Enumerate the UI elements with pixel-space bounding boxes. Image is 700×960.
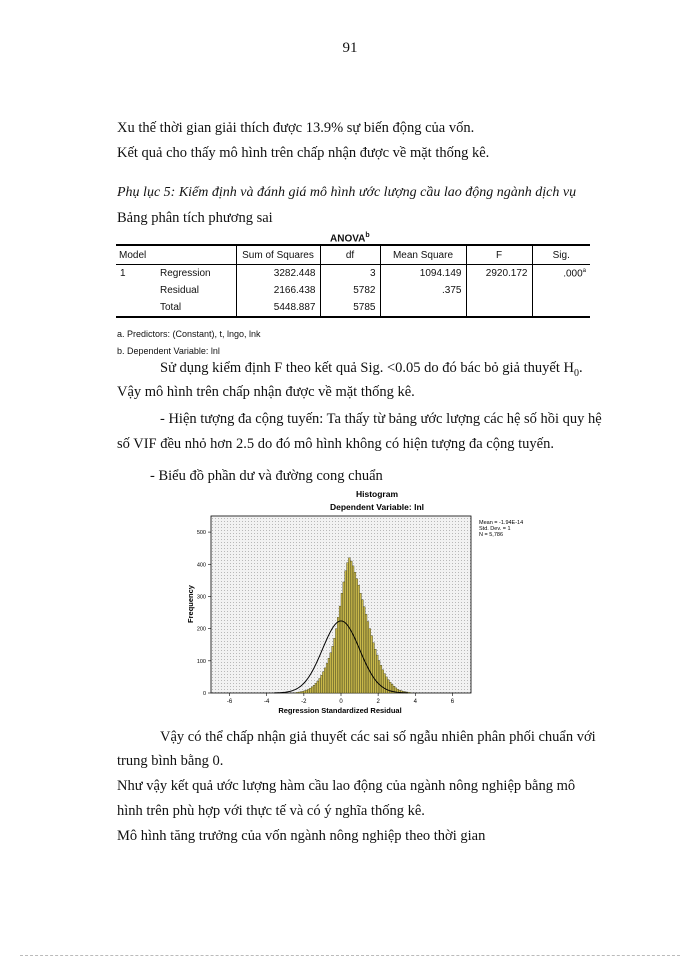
x-tick-label: -6 bbox=[226, 699, 233, 705]
cell: 5785 bbox=[320, 299, 380, 317]
cell: Regression bbox=[160, 268, 211, 279]
legend-sd: Std. Dev. = 1 bbox=[479, 526, 511, 532]
x-axis-label: Regression Standardized Residual bbox=[278, 706, 402, 715]
histogram-bar bbox=[302, 691, 304, 693]
table-row bbox=[116, 265, 590, 283]
cell bbox=[532, 282, 590, 299]
histogram-bar bbox=[354, 572, 356, 693]
cell: 1094.149 bbox=[380, 265, 466, 283]
paragraph: Vậy có thể chấp nhận giả thuyết các sai số ngẫu nhiên phân phối chuẩn với bbox=[160, 729, 596, 745]
histogram-bar bbox=[363, 607, 365, 693]
histogram-bar bbox=[343, 582, 345, 693]
cell bbox=[466, 282, 532, 299]
histogram-bar bbox=[308, 689, 310, 693]
histogram-bar bbox=[386, 677, 388, 693]
histogram-bar bbox=[326, 663, 328, 693]
chart-subtitle: Dependent Variable: lnl bbox=[330, 502, 424, 512]
histogram-bar bbox=[311, 687, 313, 693]
anova-table bbox=[116, 244, 590, 318]
x-tick-label: -4 bbox=[264, 699, 270, 705]
histogram-bar bbox=[345, 571, 347, 693]
histogram-chart bbox=[182, 488, 562, 718]
paragraph: - Biểu đồ phần dư và đường cong chuẩn bbox=[150, 468, 383, 484]
cell: 3282.448 bbox=[236, 265, 320, 283]
cell: 3 bbox=[320, 265, 380, 283]
histogram-bar bbox=[369, 629, 371, 693]
histogram-bar bbox=[319, 679, 321, 693]
cell: 1 bbox=[120, 268, 126, 279]
histogram-bar bbox=[382, 670, 384, 693]
paragraph: Xu thế thời gian giải thích được 13.9% sự biến động của vốn. bbox=[117, 120, 475, 136]
cell: 2920.172 bbox=[466, 265, 532, 283]
histogram-bar bbox=[384, 674, 386, 693]
histogram-bar bbox=[378, 660, 380, 693]
histogram-bar bbox=[341, 593, 343, 693]
chart-title: Histogram bbox=[355, 489, 399, 499]
histogram-bar bbox=[317, 681, 319, 693]
histogram-bar bbox=[296, 692, 298, 693]
histogram-bar bbox=[361, 600, 363, 693]
y-tick-label: 400 bbox=[196, 562, 206, 569]
histogram-bar bbox=[387, 680, 389, 693]
histogram-bar bbox=[298, 692, 300, 693]
y-tick-label: 500 bbox=[196, 530, 206, 537]
paragraph: Sử dụng kiểm định F theo kết quả Sig. <0.05 do đó bác bỏ giả thuyết $H_0$. bbox=[160, 360, 583, 379]
y-tick-label: 300 bbox=[196, 594, 206, 601]
legend-n: N = 5,786 bbox=[479, 532, 504, 538]
histogram-bar bbox=[360, 593, 362, 693]
paragraph: - Hiện tượng đa cộng tuyến: Ta thấy từ bảng ước lượng các hệ số hồi quy hệ bbox=[160, 411, 602, 427]
histogram-bar bbox=[380, 665, 382, 693]
histogram-bar bbox=[324, 668, 326, 693]
histogram-bar bbox=[373, 643, 375, 693]
histogram-bar bbox=[358, 585, 360, 693]
histogram-bar bbox=[306, 690, 308, 693]
histogram-bar bbox=[365, 614, 367, 693]
y-tick-label: 100 bbox=[196, 658, 206, 665]
table-row bbox=[116, 299, 590, 317]
histogram-bar bbox=[322, 672, 324, 693]
histogram-bar bbox=[335, 629, 337, 693]
histogram-bar bbox=[348, 558, 350, 693]
page-number: 91 bbox=[342, 40, 358, 56]
col-header: df bbox=[320, 245, 380, 265]
histogram-bar bbox=[356, 579, 358, 693]
histogram-bar bbox=[313, 685, 315, 693]
page-bottom-border bbox=[20, 955, 680, 956]
histogram-bar bbox=[332, 646, 334, 693]
histogram-bar bbox=[367, 622, 369, 693]
x-tick-label: 4 bbox=[413, 699, 417, 705]
cell bbox=[116, 282, 156, 299]
table-note: b. Dependent Variable: lnl bbox=[117, 346, 220, 356]
x-tick-label: 0 bbox=[339, 699, 343, 705]
cell: 5448.887 bbox=[236, 299, 320, 317]
cell: 5782 bbox=[320, 282, 380, 299]
x-tick-label: 6 bbox=[450, 699, 455, 705]
cell: Residual bbox=[160, 285, 199, 296]
paragraph: trung bình bằng 0. bbox=[117, 753, 224, 769]
paragraph: hình trên phù hợp với thực tế và có ý nghĩa thống kê. bbox=[117, 803, 425, 819]
x-tick-label: -2 bbox=[301, 699, 307, 705]
cell bbox=[466, 299, 532, 317]
histogram-bar bbox=[334, 638, 336, 693]
cell bbox=[116, 299, 156, 317]
table-caption: Bảng phân tích phương sai bbox=[117, 210, 273, 226]
histogram-bar bbox=[300, 692, 302, 693]
cell bbox=[532, 299, 590, 317]
y-axis bbox=[197, 530, 211, 697]
histogram-bar bbox=[304, 691, 306, 693]
y-tick-label: 0 bbox=[202, 691, 206, 697]
histogram-bar bbox=[352, 566, 354, 693]
col-header: Mean Square bbox=[380, 245, 466, 265]
x-axis bbox=[227, 693, 455, 705]
paragraph: số VIF đều nhỏ hơn 2.5 do đó mô hình không có hiện tượng đa cộng tuyến. bbox=[117, 436, 554, 452]
table-row bbox=[116, 282, 590, 299]
col-header: Sum of Squares bbox=[236, 245, 320, 265]
col-header: F bbox=[466, 245, 532, 265]
cell bbox=[380, 299, 466, 317]
histogram-bar bbox=[315, 683, 317, 693]
col-header: Sig. bbox=[532, 245, 590, 265]
paragraph: Mô hình tăng trưởng của vốn ngành nông nghiệp theo thời gian bbox=[117, 828, 486, 844]
histogram-bar bbox=[337, 617, 339, 693]
legend-mean: Mean = -1.94E-14 bbox=[479, 520, 524, 526]
table-note: a. Predictors: (Constant), t, lngo, lnk bbox=[117, 329, 261, 339]
histogram-bar bbox=[328, 658, 330, 693]
y-tick-label: 200 bbox=[196, 626, 206, 633]
histogram-bar bbox=[376, 655, 378, 693]
table-header-row bbox=[116, 245, 590, 265]
histogram-bar bbox=[347, 563, 349, 693]
histogram-bar bbox=[408, 692, 410, 693]
paragraph: Vậy mô hình trên chấp nhận được về mặt thống kê. bbox=[117, 384, 415, 400]
paragraph: Kết quả cho thấy mô hình trên chấp nhận được về mặt thống kê. bbox=[117, 145, 490, 161]
histogram-bar bbox=[309, 688, 311, 693]
histogram-bar bbox=[321, 675, 323, 693]
histogram-bar bbox=[330, 653, 332, 693]
x-tick-label: 2 bbox=[376, 699, 380, 705]
y-axis-label: Frequency bbox=[186, 585, 195, 623]
cell: .000$^a$ bbox=[532, 265, 590, 283]
cell: Total bbox=[156, 299, 236, 317]
col-header: Model bbox=[116, 245, 236, 265]
cell: .375 bbox=[380, 282, 466, 299]
appendix-title: Phụ lục 5: Kiểm định và đánh giá mô hình ước lượng cầu lao động ngành dịch vụ bbox=[117, 185, 577, 200]
histogram-bar bbox=[339, 606, 341, 693]
histogram-bar bbox=[374, 649, 376, 693]
paragraph: Như vậy kết quả ước lượng hàm cầu lao động của ngành nông nghiệp bằng mô bbox=[117, 778, 576, 794]
cell: 2166.438 bbox=[236, 282, 320, 299]
anova-title: ANOVA$^b$ bbox=[330, 232, 370, 245]
histogram-bar bbox=[350, 561, 352, 693]
histogram-bar bbox=[371, 636, 373, 693]
